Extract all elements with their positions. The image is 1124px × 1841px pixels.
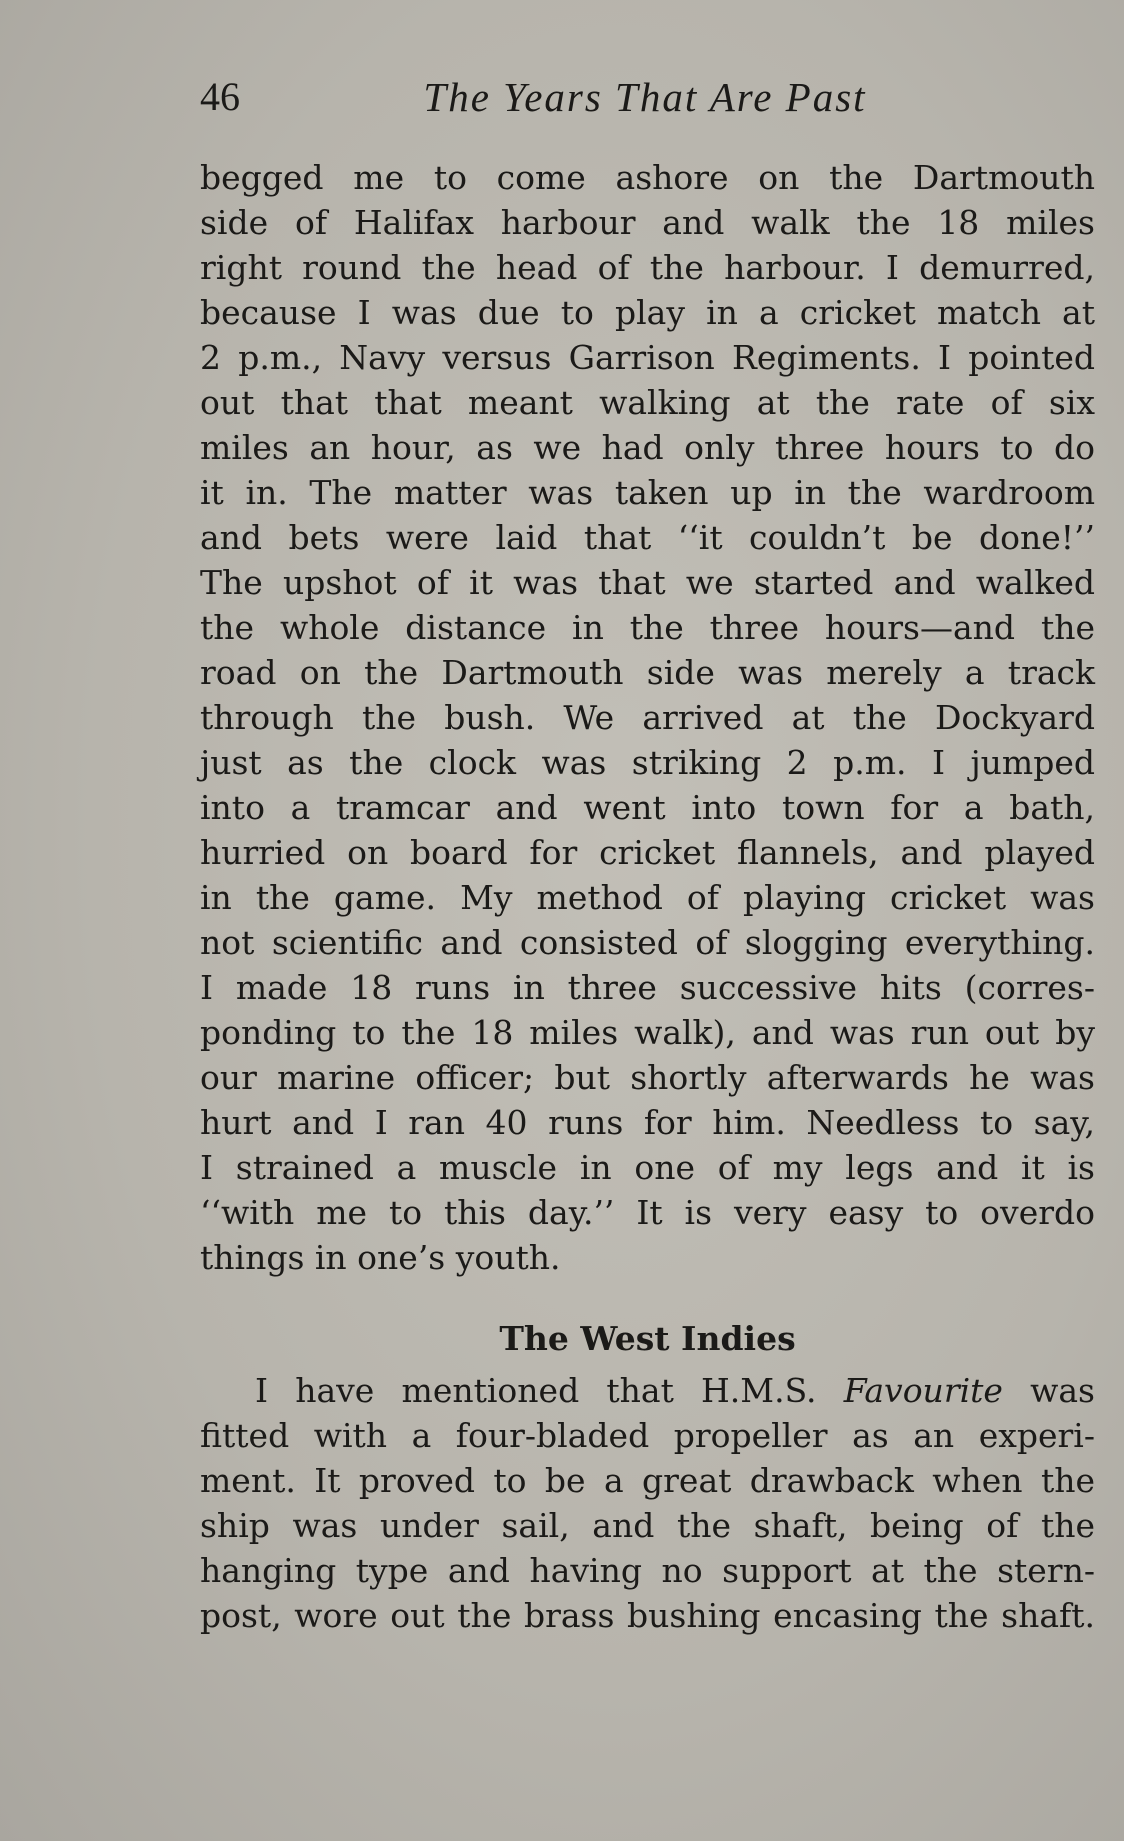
text-line: hurt and I ran 40 runs for him. Needless to say,: [200, 1103, 1095, 1142]
page-number: 46: [200, 74, 240, 119]
text-line: ponding to the 18 miles walk), and was run out by: [200, 1013, 1095, 1052]
text-line: our marine officer; but shortly afterwards he was: [200, 1058, 1095, 1097]
text-line: side of Halifax harbour and walk the 18 miles: [200, 203, 1095, 242]
text-line: just as the clock was striking 2 p.m. I jumped: [200, 743, 1095, 782]
text-line: The upshot of it was that we started and walked: [200, 563, 1095, 602]
text-line: I strained a muscle in one of my legs and it is: [200, 1148, 1095, 1187]
text-run: was: [1030, 1371, 1095, 1410]
text-line: not scientific and consisted of slogging everything.: [200, 923, 1095, 962]
running-head: [200, 72, 1095, 122]
section-heading: The West Indies: [499, 1319, 796, 1358]
paragraph-1: [200, 155, 1095, 1280]
text-line: hanging type and having no support at the stern-: [200, 1551, 1095, 1590]
text-line: hurried on board for cricket flannels, and played: [200, 833, 1095, 872]
text-line: into a tramcar and went into town for a bath,: [200, 788, 1095, 827]
text-line: because I was due to play in a cricket match at: [200, 293, 1095, 332]
text-line: right round the head of the harbour. I demurred,: [200, 248, 1095, 287]
text-line: fitted with a four-bladed propeller as an experi-: [200, 1416, 1095, 1455]
text-line: and bets were laid that ‘‘it couldn’t be done!’’: [200, 518, 1095, 557]
text-line: it in. The matter was taken up in the wardroom: [200, 473, 1095, 512]
text-run: I have mentioned that H.M.S.: [255, 1371, 817, 1410]
text-line: begged me to come ashore on the Dartmouth: [200, 158, 1095, 197]
text-line: ‘‘with me to this day.’’ It is very easy to overdo: [200, 1193, 1095, 1232]
text-line: 2 p.m., Navy versus Garrison Regiments. I pointed: [200, 338, 1095, 377]
text-line: [200, 1368, 1095, 1413]
text-line: in the game. My method of playing cricket was: [200, 878, 1095, 917]
paragraph-2: [200, 1368, 1095, 1638]
text-line: ship was under sail, and the shaft, being of the: [200, 1506, 1095, 1545]
text-line: the whole distance in the three hours—and the: [200, 608, 1095, 647]
text-line: post, wore out the brass bushing encasing the shaft.: [200, 1596, 1095, 1635]
running-title: The Years That Are Past: [423, 74, 867, 120]
text-line: out that that meant walking at the rate of six: [200, 383, 1095, 422]
text-line: road on the Dartmouth side was merely a track: [200, 653, 1095, 692]
text-line: I made 18 runs in three successive hits (corres-: [200, 968, 1095, 1007]
text-line: miles an hour, as we had only three hours to do: [200, 428, 1095, 467]
text-line: ment. It proved to be a great drawback when the: [200, 1461, 1095, 1500]
text-line: things in one’s youth.: [200, 1238, 561, 1277]
text-line: through the bush. We arrived at the Dockyard: [200, 698, 1095, 737]
ship-name: Favourite: [843, 1371, 1003, 1410]
